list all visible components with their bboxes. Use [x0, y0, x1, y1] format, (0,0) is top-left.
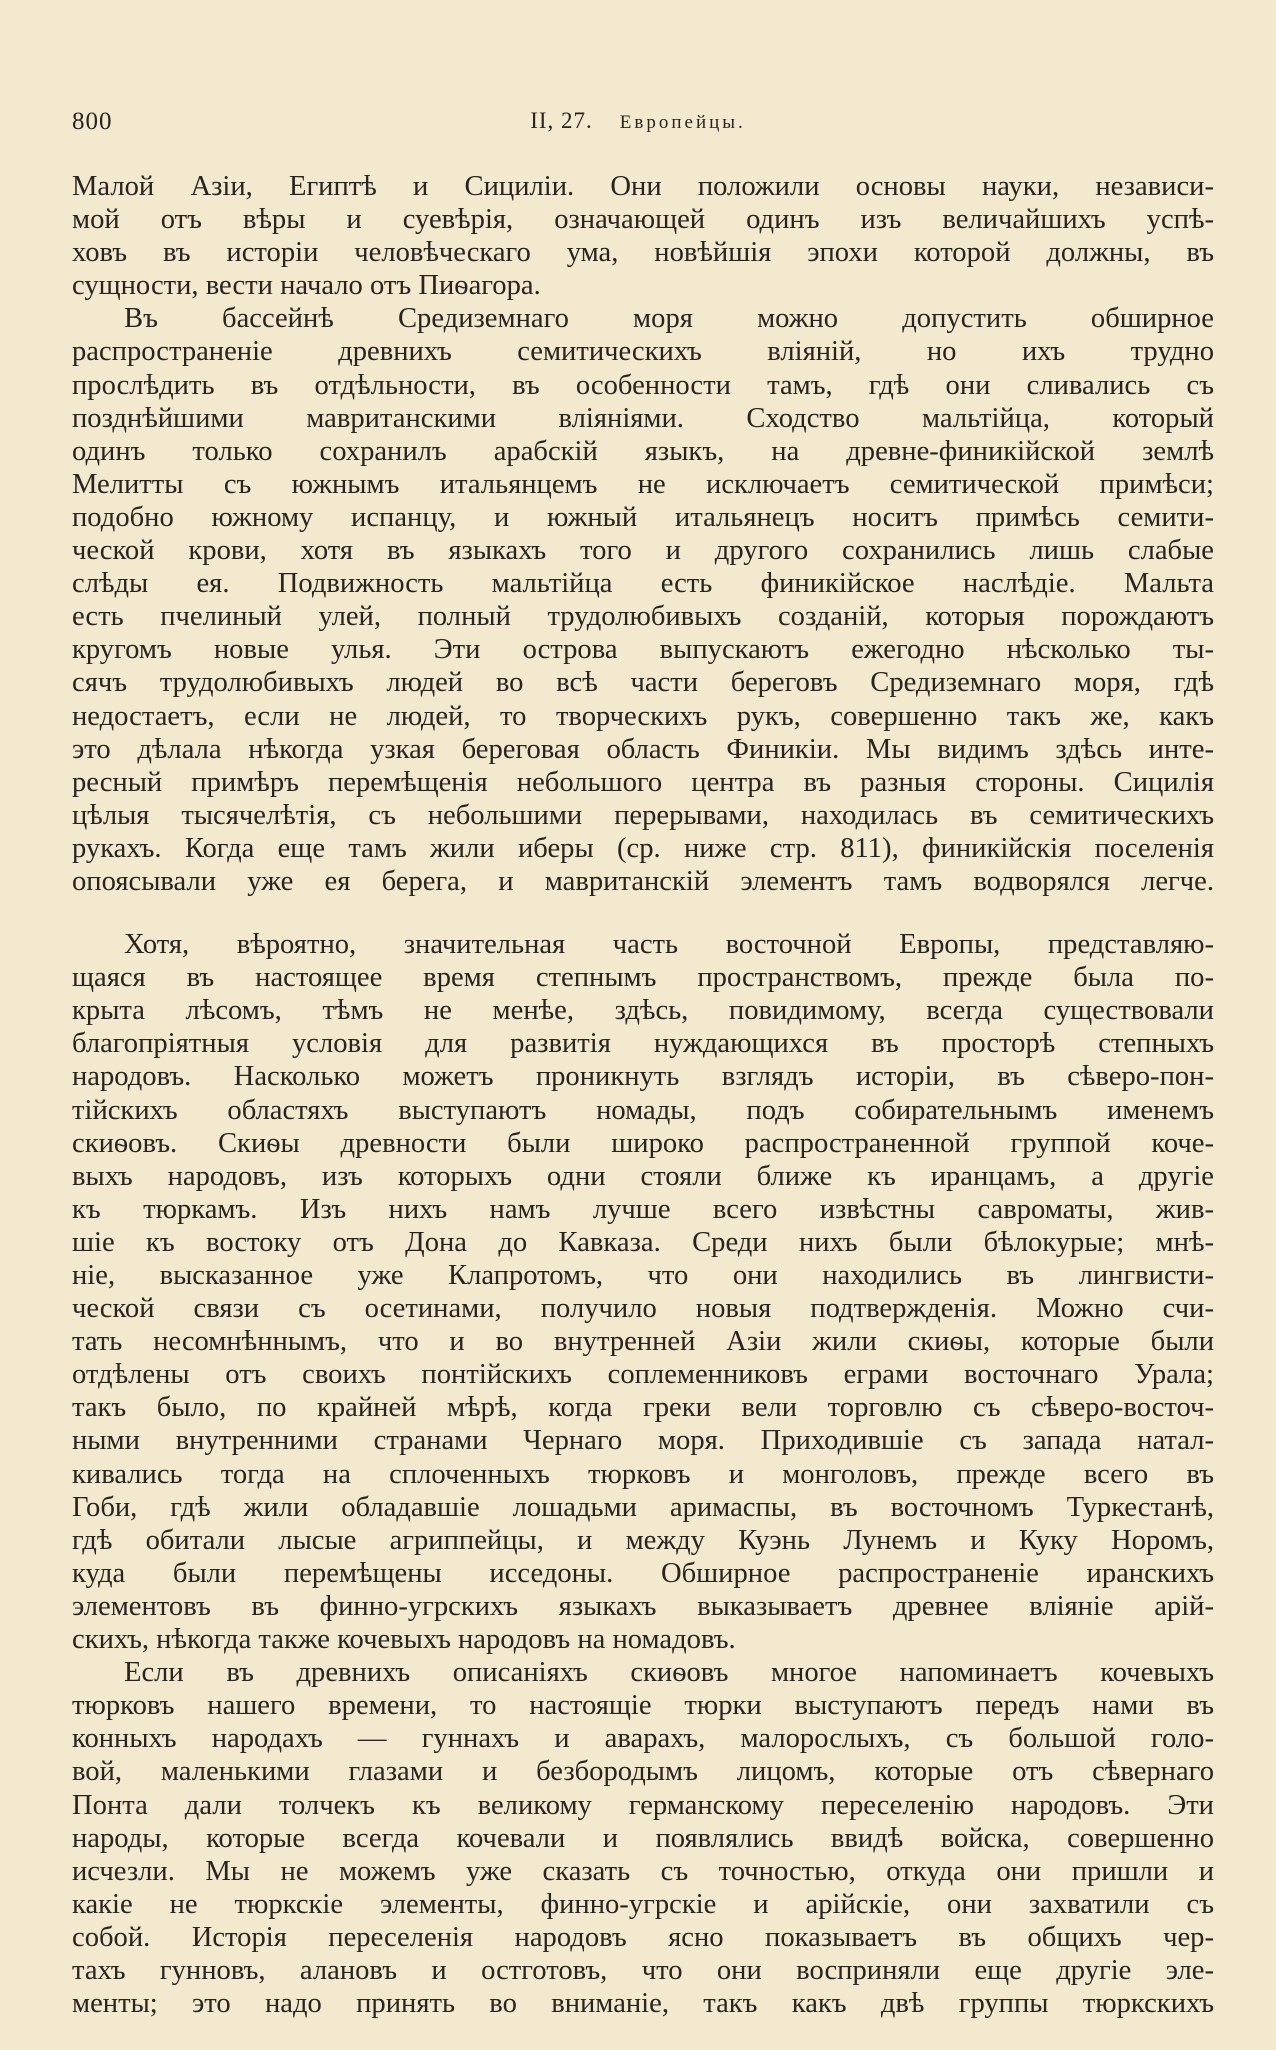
text-line: выхъ народовъ, изъ которыхъ одни стояли ближе къ иранцамъ, а другіе: [72, 1160, 1214, 1192]
paragraph: [72, 302, 1214, 898]
text-line: собой. Исторія переселенія народовъ ясно показываетъ въ общихъ чер-: [72, 1921, 1214, 1953]
text-line: опоясывали уже ея берега, и мавританскій элементъ тамъ водворялся легче.: [72, 865, 1214, 897]
text-line: мой отъ вѣры и суевѣрія, означающей одинъ изъ величайшихъ успѣ-: [72, 204, 1214, 236]
text-line: шіе къ востоку отъ Дона до Кавказа. Среди нихъ были бѣлокурые; мнѣ-: [72, 1226, 1214, 1258]
text-line: благопріятныя условія для развитія нуждающихся въ просторѣ степныхъ: [72, 1028, 1214, 1060]
text-line: исчезли. Мы не можемъ уже сказать съ точностью, откуда они пришли и: [72, 1855, 1214, 1887]
text-line: конныхъ народахъ — гуннахъ и аварахъ, малорослыхъ, съ большой голо-: [72, 1723, 1214, 1755]
text-line: есть пчелиный улей, полный трудолюбивыхъ созданій, которыя порождаютъ: [72, 601, 1214, 633]
text-line: куда были перемѣщены исседоны. Обширное распространеніе иранскихъ: [72, 1557, 1214, 1589]
text-line: тійскихъ областяхъ выступаютъ номады, подъ собирательнымъ именемъ: [72, 1094, 1214, 1126]
text-line: вой, маленькими глазами и безбородымъ лицомъ, которые отъ сѣвернаго: [72, 1756, 1214, 1788]
paragraph: [72, 170, 1214, 302]
text-line: крыта лѣсомъ, тѣмъ не менѣе, здѣсь, повидимому, всегда существовали: [72, 995, 1214, 1027]
paragraph: [72, 1656, 1214, 2020]
text-line: гдѣ обитали лысые агриппейцы, и между Куэнь Лунемъ и Куку Норомъ,: [72, 1524, 1214, 1556]
text-line: сущности, вести начало отъ Пиѳагора.: [72, 270, 541, 302]
text-line: Гоби, гдѣ жили обладавшіе лошадьми аримаспы, въ восточномъ Туркестанѣ,: [72, 1491, 1214, 1523]
running-head: [0, 108, 1276, 134]
text-line: народы, которые всегда кочевали и появлялись ввидѣ войска, совершенно: [72, 1822, 1214, 1854]
text-line: рукахъ. Когда еще тамъ жили иберы (ср. ниже стр. 811), финикійскія поселенія: [72, 832, 1214, 864]
text-line: скиѳовъ. Скиѳы древности были широко распространенной группой коче-: [72, 1127, 1214, 1159]
text-line: распространеніе древнихъ семитическихъ вліяній, но ихъ трудно: [72, 336, 1214, 368]
text-line: отдѣлены отъ своихъ понтійскихъ соплеменниковъ еграми восточнаго Урала;: [72, 1359, 1214, 1391]
text-line: это дѣлала нѣкогда узкая береговая область Финикіи. Мы видимъ здѣсь инте-: [72, 733, 1214, 765]
text-line: одинъ только сохранилъ арабскій языкъ, на древне-финикійской землѣ: [72, 435, 1214, 467]
chapter-title: Европейцы.: [619, 112, 746, 133]
text-line: ресный примѣръ перемѣщенія небольшого центра въ разныя стороны. Сицилія: [72, 766, 1214, 798]
text-line: тать несомнѣннымъ, что и во внутренней Азіи жили скиѳы, которые были: [72, 1326, 1214, 1358]
text-line: подобно южному испанцу, и южный итальянецъ носитъ примѣсь семити-: [72, 501, 1214, 533]
text-line: Въ бассейнѣ Средиземнаго моря можно допустить обширное: [124, 303, 1214, 335]
text-line: элементовъ въ финно-угрскихъ языкахъ выказываетъ древнее вліяніе арій-: [72, 1590, 1214, 1622]
text-line: Мелитты съ южнымъ итальянцемъ не исключаетъ семитической примѣси;: [72, 468, 1214, 500]
text-line: сячъ трудолюбивыхъ людей во всѣ части береговъ Средиземнаго моря, гдѣ: [72, 667, 1214, 699]
text-line: Понта дали толчекъ къ великому германскому переселенію народовъ. Эти: [72, 1789, 1214, 1821]
text-line: ческой крови, хотя въ языкахъ того и другого сохранились лишь слабые: [72, 535, 1214, 567]
page-header: [0, 108, 1276, 148]
section-number: II, 27.: [530, 108, 593, 133]
text-line: тахъ гунновъ, алановъ и остготовъ, что они восприняли еще другіе эле-: [72, 1954, 1214, 1986]
text-line: къ тюркамъ. Изъ нихъ намъ лучше всего извѣстны савроматы, жив-: [72, 1193, 1214, 1225]
text-line: ніе, высказанное уже Клапротомъ, что они находились въ лингвисти-: [72, 1260, 1214, 1291]
text-line: ческой связи съ осетинами, получило новыя подтвержденія. Можно счи-: [72, 1293, 1214, 1325]
text-line: такъ было, по крайней мѣрѣ, когда греки вели торговлю съ сѣверо-восточ-: [72, 1392, 1214, 1424]
text-line: прослѣдить въ отдѣльности, въ особенности тамъ, гдѣ они сливались съ: [72, 369, 1214, 401]
text-line: тюрковъ нашего времени, то настоящіе тюрки выступаютъ передъ нами въ: [72, 1690, 1214, 1722]
text-line: слѣды ея. Подвижность мальтійца есть финикійское наслѣдіе. Мальта: [72, 568, 1214, 600]
text-line: недостаетъ, если не людей, то творческихъ рукъ, совершенно такъ же, какъ: [72, 700, 1214, 732]
paragraph-gap: [72, 898, 1214, 928]
text-line: ховъ въ исторіи человѣческаго ума, новѣйшія эпохи которой должны, въ: [72, 237, 1214, 269]
text-line: народовъ. Насколько можетъ проникнуть взглядъ исторіи, въ сѣверо-пон-: [72, 1061, 1214, 1093]
body-text: [72, 170, 1214, 2020]
text-line: кругомъ новые улья. Эти острова выпускаютъ ежегодно нѣсколько ты-: [72, 634, 1214, 666]
text-line: щаяся въ настоящее время степнымъ пространствомъ, прежде была по-: [72, 962, 1214, 994]
text-line: кивались тогда на сплоченныхъ тюрковъ и монголовъ, прежде всего въ: [72, 1458, 1214, 1490]
text-line: Хотя, вѣроятно, значительная часть восточной Европы, представляю-: [124, 929, 1214, 961]
text-line: ными внутренними странами Чернаго моря. Приходившіе съ запада натал-: [72, 1425, 1214, 1457]
text-line: менты; это надо принять во вниманіе, такъ какъ двѣ группы тюркскихъ: [72, 1988, 1214, 2020]
paragraph: [72, 928, 1214, 1656]
text-line: позднѣйшими мавританскими вліяніями. Сходство мальтійца, который: [72, 402, 1214, 434]
page-number: 800: [72, 108, 113, 135]
text-line: Малой Азіи, Египтѣ и Сициліи. Они положили основы науки, независи-: [72, 171, 1214, 202]
text-line: скихъ, нѣкогда также кочевыхъ народовъ на номадовъ.: [72, 1624, 736, 1656]
text-line: какіе не тюркскіе элементы, финно-угрскіе и арійскіе, они захватили съ: [72, 1888, 1214, 1920]
text-line: цѣлыя тысячелѣтія, съ небольшими перерывами, находилась въ семитическихъ: [72, 799, 1214, 831]
text-line: Если въ древнихъ описаніяхъ скиѳовъ многое напоминаетъ кочевыхъ: [124, 1657, 1214, 1689]
